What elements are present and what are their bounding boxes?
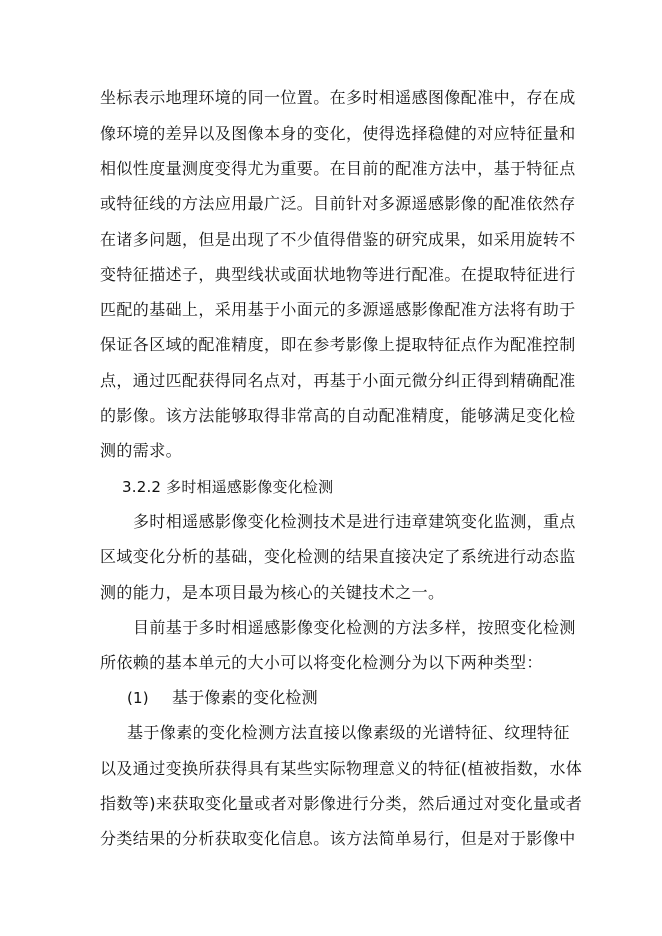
section-heading: 3.2.2 多时相遥感影像变化检测 <box>122 478 334 496</box>
text-line: 分类结果的分析获取变化信息。该方法简单易行，但是对于影像中 <box>100 829 576 848</box>
text-line: 测的能力，是本项目最为核心的关键技术之一。 <box>100 583 445 602</box>
text-line: 基于像素的变化检测方法直接以像素级的光谱特征、纹理特征 <box>127 723 570 742</box>
text-line: 坐标表示地理环境的同一位置。在多时相遥感图像配准中，存在成 <box>100 88 576 107</box>
text-line: 所依赖的基本单元的大小可以将变化检测分为以下两种类型： <box>100 653 543 672</box>
text-line: 在诸多问题，但是出现了不少值得借鉴的研究成果，如采用旋转不 <box>100 230 576 249</box>
text-line: 点，通过匹配获得同名点对，再基于小面元微分纠正得到精确配准 <box>100 371 576 390</box>
text-line: 匹配的基础上，采用基于小面元的多源遥感影像配准方法将有助于 <box>100 300 576 319</box>
text-line: 或特征线的方法应用最广泛。目前针对多源遥感影像的配准依然存 <box>100 194 576 213</box>
text-line: 目前基于多时相遥感影像变化检测的方法多样，按照变化检测 <box>133 618 576 637</box>
subsection-title: 基于像素的变化检测 <box>172 688 318 707</box>
text-line: 的影像。该方法能够取得非常高的自动配准精度，能够满足变化检 <box>100 406 576 425</box>
text-line: 测的需求。 <box>100 441 183 460</box>
text-line: 指数等)来获取变化量或者对影像进行分类，然后通过对变化量或者 <box>100 794 583 813</box>
text-line: 变特征描述子，典型线状或面状地物等进行配准。在提取特征进行 <box>100 265 576 284</box>
text-line: 保证各区域的配准精度，即在参考影像上提取特征点作为配准控制 <box>100 335 576 354</box>
text-line: 区域变化分析的基础，变化检测的结果直接决定了系统进行动态监 <box>100 547 576 566</box>
text-line: 相似性度量测度变得尤为重要。在目前的配准方法中，基于特征点 <box>100 159 576 178</box>
text-line: 像环境的差异以及图像本身的变化，使得选择稳健的对应特征量和 <box>100 124 576 143</box>
text-line: 以及通过变换所获得具有某些实际物理意义的特征(植被指数，水体 <box>100 759 583 778</box>
subsection-number: (1) <box>127 689 149 707</box>
text-line: 多时相遥感影像变化检测技术是进行违章建筑变化监测，重点 <box>133 512 576 531</box>
